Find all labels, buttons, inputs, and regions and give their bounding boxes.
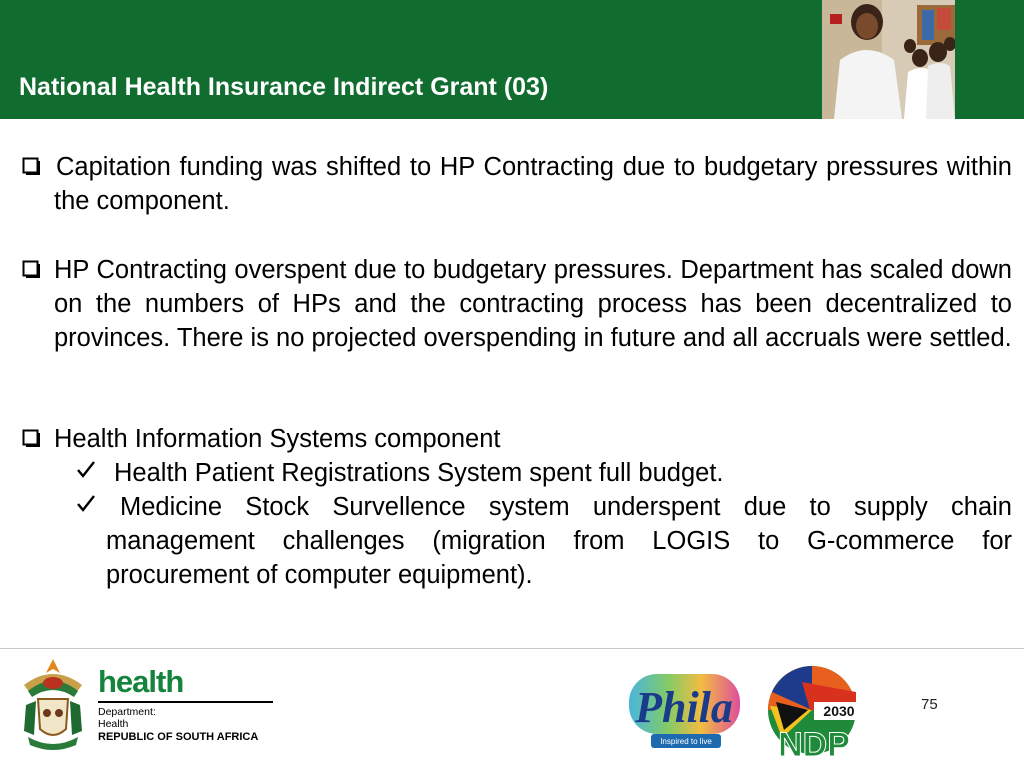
hollow-square-icon [22, 260, 40, 278]
department-label: Department: [98, 706, 156, 718]
hollow-square-icon [22, 429, 40, 447]
ndp-year: 2030 [823, 703, 855, 719]
department-name: Health [98, 718, 129, 730]
sub-bullet-text: Medicine Stock Survellence system underspent due to supply chain management challenges (migration from LOGIS to G-commerce for procurement of computer equipment). [106, 493, 1012, 589]
checkmark-icon [76, 494, 96, 514]
bullet-item [20, 253, 1012, 355]
page-number: 75 [921, 696, 938, 713]
sub-bullet-item [76, 456, 1012, 490]
bullet-text: Capitation funding was shifted to HP Contracting due to budgetary pressures within the component. [54, 153, 1012, 215]
slide-title: National Health Insurance Indirect Grant (03) [19, 73, 549, 101]
hollow-square-icon [22, 157, 40, 175]
phila-wordmark: Phila [635, 683, 733, 732]
bullet-text: HP Contracting overspent due to budgetary pressures. Department has scaled down on the numbers of HPs and the contracting process has been decentralized to provinces. There is no projected overspending in future and all accruals were settled. [54, 256, 1012, 352]
bullet-item [20, 422, 1012, 456]
ndp-2030-logo [762, 662, 872, 762]
header-photo [822, 0, 955, 119]
country-name: REPUBLIC OF SOUTH AFRICA [98, 731, 259, 743]
bullet-text: Health Information Systems component [54, 425, 501, 453]
checkmark-icon [76, 460, 96, 480]
sub-bullet-text: Health Patient Registrations System spent full budget. [114, 459, 724, 487]
bullet-item [20, 150, 1012, 218]
phila-logo [627, 664, 742, 760]
wordmark-rule [98, 701, 273, 703]
footer-divider [0, 648, 1024, 649]
department-wordmark: health [98, 664, 184, 699]
sub-bullet-item [76, 490, 1012, 592]
slide-header [0, 0, 1024, 119]
coat-of-arms-logo [14, 655, 92, 755]
ndp-wordmark: NDP [778, 726, 850, 762]
phila-tagline: Inspired to live [660, 737, 712, 746]
